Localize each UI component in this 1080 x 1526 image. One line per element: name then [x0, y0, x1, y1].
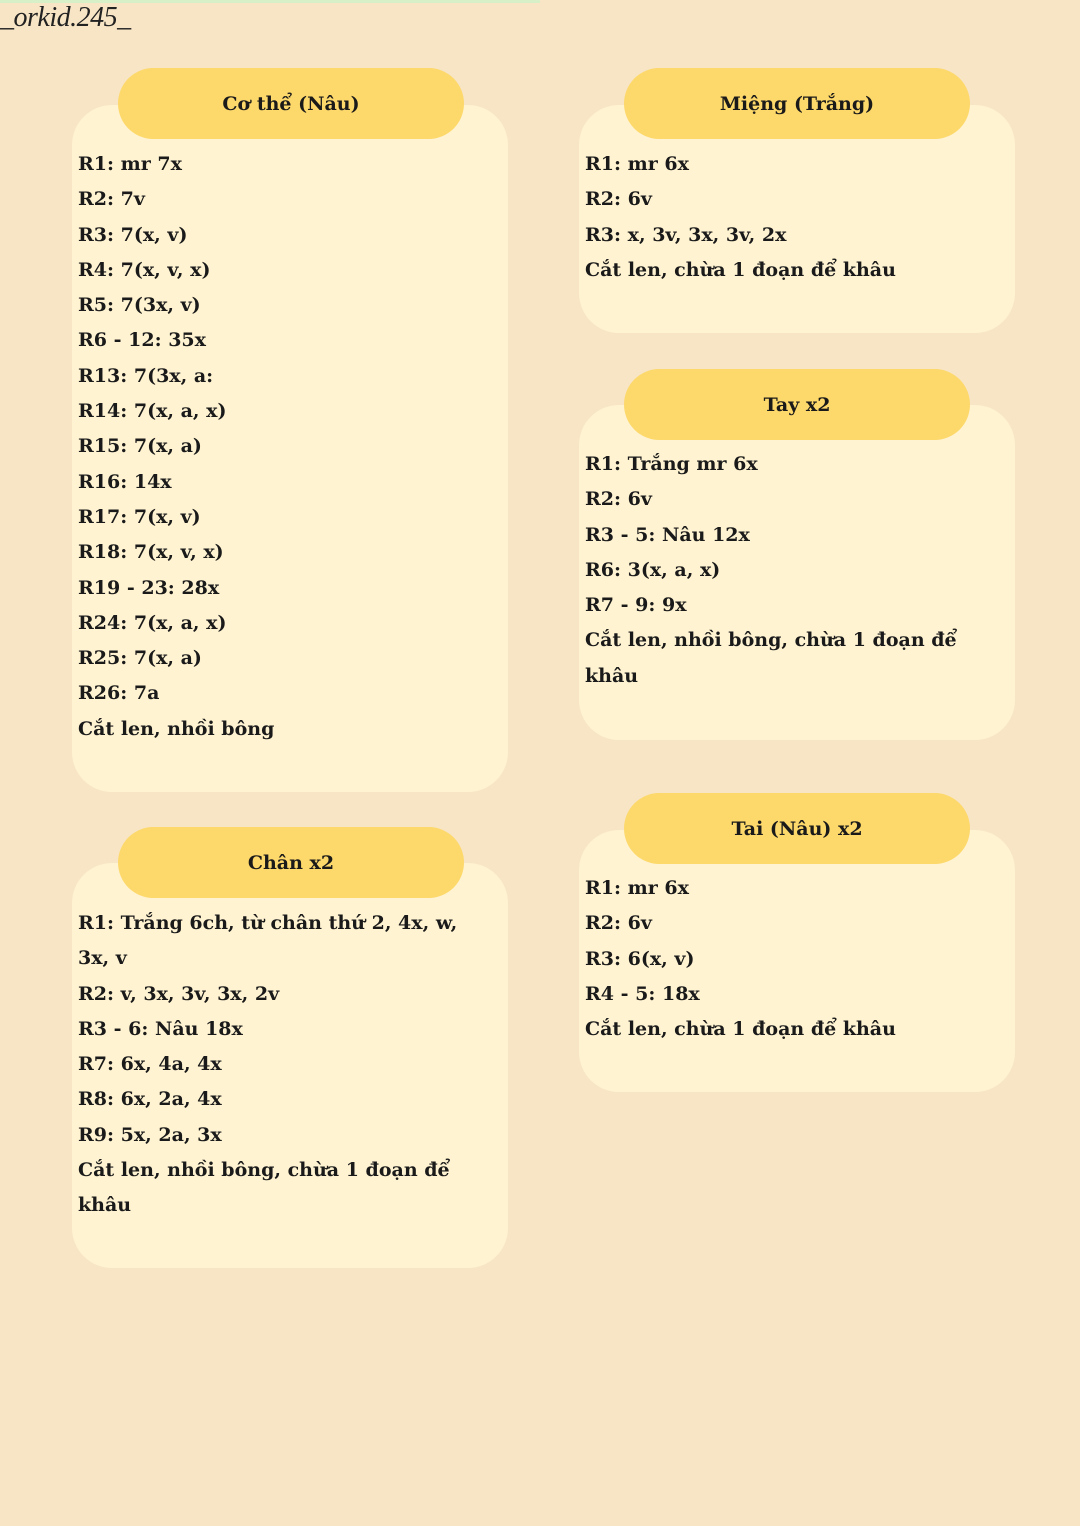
pattern-row: R3: x, 3v, 3x, 3v, 2x [585, 223, 787, 246]
pattern-row: R26: 7a [78, 682, 160, 705]
title-mouth: Miệng (Trắng) [624, 68, 970, 139]
pattern-row: R7: 6x, 4a, 4x [78, 1053, 222, 1076]
pattern-row: R1: mr 6x [585, 877, 689, 899]
pattern-row: R16: 14x [78, 470, 172, 493]
pattern-row: R3 - 5: Nâu 12x [585, 523, 750, 546]
pattern-row: R6: 3(x, a, x) [585, 558, 721, 581]
pattern-row: R1: Trắng mr 6x [585, 453, 758, 475]
pattern-row: R8: 6x, 2a, 4x [78, 1088, 222, 1111]
lines-arms [585, 447, 970, 694]
pattern-row: R19 - 23: 28x [78, 576, 220, 599]
pattern-row: R7 - 9: 9x [585, 594, 687, 617]
pattern-row: Cắt len, chừa 1 đoạn để khâu [585, 258, 896, 281]
pattern-row: R9: 5x, 2a, 3x [78, 1123, 222, 1146]
pattern-row: Cắt len, nhồi bông, chừa 1 đoạn để khâu [585, 629, 957, 687]
pattern-row: Cắt len, nhồi bông [78, 717, 275, 740]
pattern-row: R4 - 5: 18x [585, 982, 700, 1005]
lines-ears [585, 871, 1005, 1047]
pattern-row: R17: 7(x, v) [78, 505, 201, 528]
pattern-row: R2: 6v [585, 188, 652, 211]
title-arms: Tay x2 [624, 369, 970, 440]
lines-body [78, 147, 498, 747]
pattern-row: R2: v, 3x, 3v, 3x, 2v [78, 982, 280, 1005]
title-ears: Tai (Nâu) x2 [624, 793, 970, 864]
pattern-row: R1: mr 6x [585, 153, 689, 175]
pattern-row: R18: 7(x, v, x) [78, 541, 224, 564]
pattern-row: R14: 7(x, a, x) [78, 400, 227, 423]
lines-legs [78, 906, 478, 1224]
pattern-row: R2: 6v [585, 912, 652, 935]
title-legs: Chân x2 [118, 827, 464, 898]
title-body: Cơ thể (Nâu) [118, 68, 464, 139]
pattern-row: R24: 7(x, a, x) [78, 611, 227, 634]
pattern-row: R15: 7(x, a) [78, 435, 202, 458]
pattern-row: R1: Trắng 6ch, từ chân thứ 2, 4x, w, 3x, v [78, 912, 458, 970]
pattern-row: R3 - 6: Nâu 18x [78, 1017, 243, 1040]
pattern-row: R2: 6v [585, 488, 652, 511]
pattern-row: R13: 7(3x, a: [78, 364, 214, 387]
pattern-row: Cắt len, chừa 1 đoạn để khâu [585, 1018, 896, 1041]
pattern-row: R2: 7v [78, 188, 145, 211]
pattern-row: R6 - 12: 35x [78, 329, 206, 352]
lines-mouth [585, 147, 1005, 288]
pattern-row: R5: 7(3x, v) [78, 294, 201, 317]
pattern-row: R25: 7(x, a) [78, 647, 202, 670]
pattern-row: R4: 7(x, v, x) [78, 258, 211, 281]
pattern-row: R3: 7(x, v) [78, 223, 188, 246]
pattern-row: Cắt len, nhồi bông, chừa 1 đoạn để khâu [78, 1159, 450, 1217]
pattern-row: R1: mr 7x [78, 153, 182, 175]
signature: _orkid.245_ [0, 2, 131, 33]
pattern-row: R3: 6(x, v) [585, 947, 695, 970]
